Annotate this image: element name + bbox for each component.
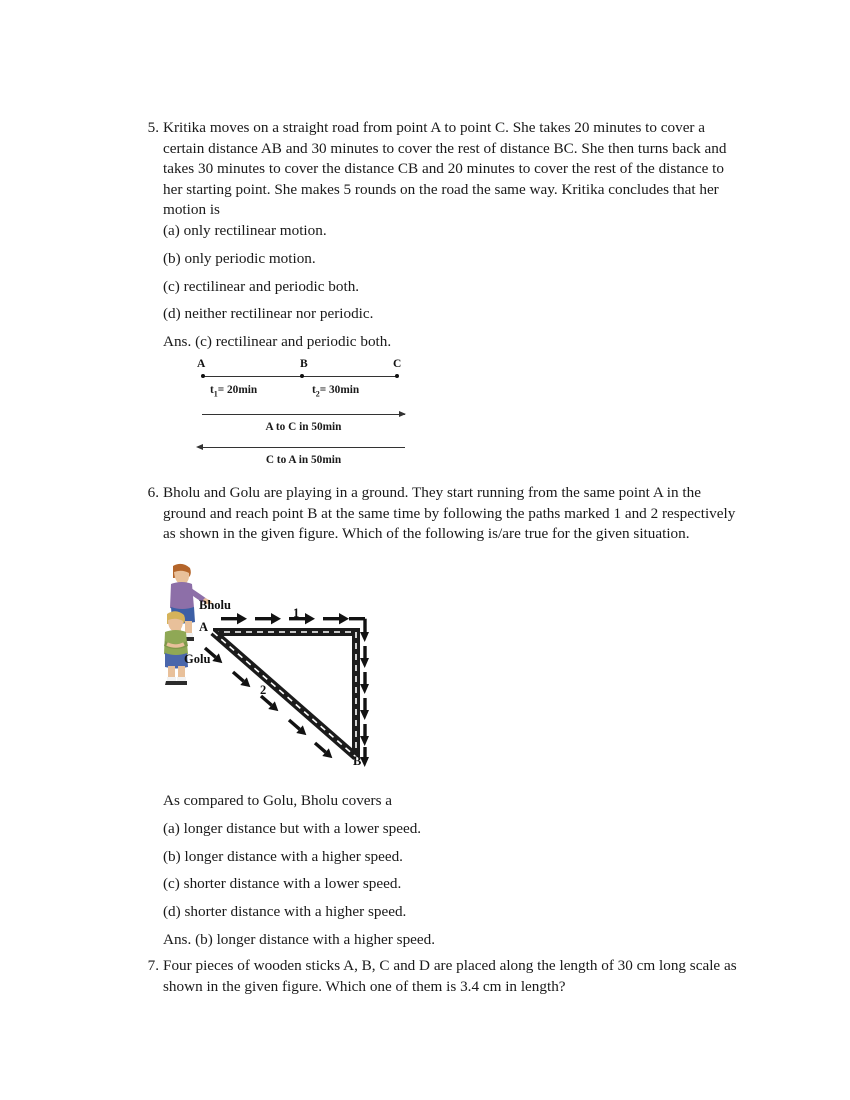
label-path-2: 2	[260, 683, 267, 697]
label-bholu: Bholu	[199, 598, 231, 612]
question-5-option-b[interactable]: (b) only periodic motion.	[163, 250, 316, 267]
question-5-number: 5.	[147, 119, 159, 136]
question-7-block	[137, 956, 737, 997]
question-5-text: Kritika moves on a straight road from point A to point C. She takes 20 minutes to cover a certain distance AB and 30 minutes to cover the rest of distance BC. She then turns back and takes 30 minutes to cover the distance CB and 20 minutes to cover the rest of the distance to her starting point. She makes 5 rounds on the road the same way. Kritika concludes that her motion is	[163, 119, 727, 219]
question-6-text: Bholu and Golu are playing in a ground. They start running from the same point A in the ground and reach point B at the same time by following the paths marked 1 and 2 respectively as shown in the given figure. Which of the following is/are true for the given situation.	[163, 484, 736, 543]
question-5-option-c[interactable]: (c) rectilinear and periodic both.	[163, 278, 360, 295]
return-arrow-line	[202, 447, 405, 448]
question-6-option-b[interactable]: (b) longer distance with a higher speed.	[163, 848, 403, 865]
question-6-stem: As compared to Golu, Bholu covers a	[163, 792, 393, 809]
question-5-option-d[interactable]: (d) neither rectilinear nor periodic.	[163, 305, 374, 322]
question-5-block	[137, 118, 737, 221]
question-6-block	[137, 483, 737, 545]
road-label-b: B	[300, 358, 308, 370]
label-point-a: A	[199, 620, 209, 634]
t2-subscript: 2	[315, 389, 320, 399]
path-1-vertical-arrows-icon	[360, 646, 369, 767]
road-label-c: C	[393, 358, 402, 370]
road-time-ab	[210, 384, 257, 398]
question-6-number: 6.	[147, 484, 159, 501]
golu-figure	[164, 611, 188, 685]
label-golu: Golu	[184, 652, 211, 666]
forward-arrow-head-icon	[399, 411, 406, 417]
question-6-option-a[interactable]: (a) longer distance but with a lower speed.	[163, 820, 422, 837]
t1-value: = 20min	[217, 384, 258, 396]
return-arrow-caption: C to A in 50min	[265, 454, 342, 466]
question-6-answer: Ans. (b) longer distance with a higher speed.	[163, 931, 436, 948]
return-arrow-head-icon	[196, 444, 203, 450]
question-5-option-a[interactable]: (a) only rectilinear motion.	[163, 222, 327, 239]
t2-symbol: t	[312, 384, 316, 396]
question-6-option-c[interactable]: (c) shorter distance with a lower speed.	[163, 875, 402, 892]
road-path-2	[213, 632, 356, 757]
path-1-direction-arrows-icon	[221, 613, 349, 624]
road-label-a: A	[197, 358, 206, 370]
road-point-c-dot	[395, 374, 399, 378]
road-time-bc	[312, 384, 359, 398]
paths-illustration	[163, 562, 388, 777]
road-point-a-dot	[201, 374, 205, 378]
question-6-option-d[interactable]: (d) shorter distance with a higher speed.	[163, 903, 407, 920]
t2-value: = 30min	[319, 384, 360, 396]
label-path-1: 1	[293, 606, 300, 620]
t1-symbol: t	[210, 384, 214, 396]
figure-bholu-golu-paths	[163, 562, 388, 777]
t1-subscript: 1	[213, 389, 218, 399]
road-point-b-dot	[300, 374, 304, 378]
forward-arrow-caption: A to C in 50min	[265, 421, 342, 433]
question-7-number: 7.	[147, 957, 159, 974]
path-2-direction-arrows-icon	[202, 644, 336, 762]
question-7-text: Four pieces of wooden sticks A, B, C and D are placed along the length of 30 cm long scale as shown in the given figure. Which one of them is 3.4 cm in length?	[163, 957, 737, 995]
question-5-answer: Ans. (c) rectilinear and periodic both.	[163, 333, 392, 350]
label-point-b: B	[353, 754, 362, 768]
forward-arrow-line	[202, 414, 405, 415]
figure-road-abc	[196, 358, 436, 470]
